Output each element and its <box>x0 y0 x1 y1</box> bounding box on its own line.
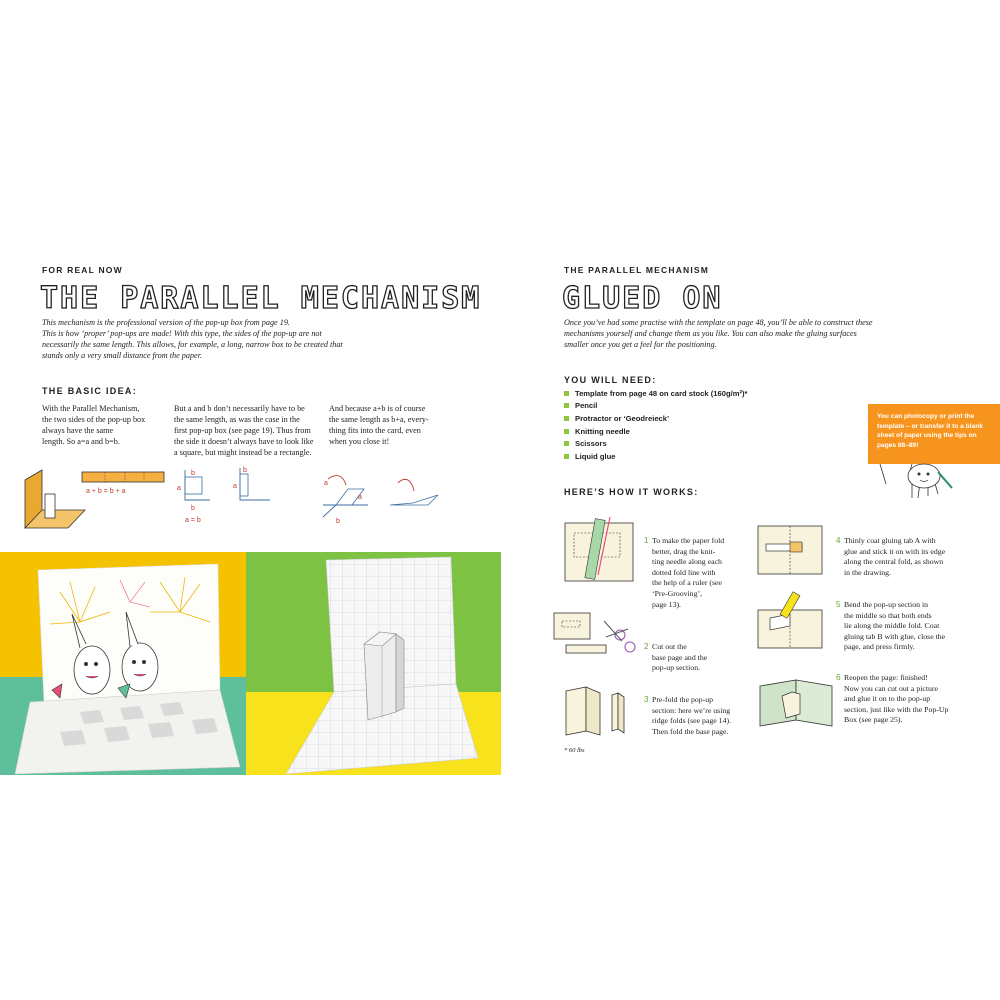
how-it-works-heading: HERE’S HOW IT WORKS: <box>564 487 699 497</box>
svg-text:b: b <box>191 470 195 477</box>
svg-text:b: b <box>191 505 195 512</box>
footnote: * 60 lbs <box>564 747 585 754</box>
list-item: Pencil <box>564 400 824 413</box>
bullet-square-icon <box>564 429 569 434</box>
step-number: 1 <box>644 536 649 545</box>
left-page-title: THE PARALLEL MECHANISM <box>40 281 482 316</box>
step-2: 2 Cut out the base page and the pop-up section. <box>644 642 708 673</box>
photo-grid-popup <box>246 552 501 775</box>
diagram-square-rectangle <box>170 462 290 534</box>
basic-idea-col3: And because a+b is of course the same length as b+a, every- thing fits into the card, even when you close it! <box>329 404 429 446</box>
step5-illustration <box>752 590 832 652</box>
bullet-square-icon <box>564 441 569 446</box>
diagram-popup-strip <box>20 460 165 530</box>
list-item: Protractor or ‘Geodreieck’ <box>564 412 824 425</box>
step-number: 2 <box>644 642 649 651</box>
diagram-fold-closing <box>318 465 448 525</box>
bullet-square-icon <box>564 391 569 396</box>
basic-idea-col2: But a and b don’t necessarily have to be the same length, as was the case in the first pop-up box (see page 19). Thus from the side it doesn’t always have to look like a square, but might instead be a rectangle. <box>174 404 314 457</box>
svg-text:a: a <box>233 483 237 490</box>
bullet-square-icon <box>564 416 569 421</box>
step-3: 3 Pre-fold the pop-up section: here we’re using ridge folds (see page 14). Then fold the base page. <box>644 695 732 736</box>
step1-illustration <box>560 515 642 585</box>
list-item: Knitting needle <box>564 425 824 438</box>
right-kicker: THE PARALLEL MECHANISM <box>564 265 710 275</box>
svg-text:a: a <box>358 494 362 501</box>
svg-text:a: a <box>177 485 181 492</box>
tip-callout: You can photocopy or print the template – or transfer it to a blank sheet of paper using the tips on pages 88–89! <box>868 404 1000 464</box>
bullet-square-icon <box>564 454 569 459</box>
step-number: 6 <box>836 673 841 682</box>
step-5: 5 Bend the pop-up section in the middle so that both ends lie along the middle fold. Coat gluing tab B with glue, close the page, and press firmly. <box>836 600 946 652</box>
hand-character-illustration <box>872 462 972 502</box>
you-will-need-heading: YOU WILL NEED: <box>564 375 657 385</box>
materials-list <box>564 387 824 463</box>
list-item: Template from page 48 on card stock (160g/m²)* <box>564 387 824 400</box>
bullet-square-icon <box>564 403 569 408</box>
svg-text:a: a <box>324 480 328 487</box>
left-kicker: FOR REAL NOW <box>42 265 123 275</box>
svg-text:b: b <box>243 467 247 474</box>
right-page-title: GLUED ON <box>562 281 723 316</box>
step4-illustration <box>752 522 832 578</box>
step-1: 1 To make the paper fold better, drag the knit- ting needle along each dotted fold line with the help of a ruler (see ‘Pre-Grooving’, page 13). <box>644 536 725 609</box>
step3-illustration <box>560 685 640 740</box>
basic-idea-col1: With the Parallel Mechanism, the two sides of the pop-up box always have the same length. So a=a and b=b. <box>42 404 146 446</box>
photo-fireworks-popup <box>0 552 246 775</box>
strip-label: a + b = b + a <box>86 488 126 495</box>
step-6: 6 Reopen the page: finished! Now you can cut out a picture and glue it on to the pop-up section, just like with the Pop-Up Box (see page 25). <box>836 673 949 725</box>
step-number: 5 <box>836 600 841 609</box>
svg-text:a = b: a = b <box>185 517 201 524</box>
step6-illustration <box>756 672 836 728</box>
right-intro: Once you’ve had some practise with the template on page 48, you’ll be able to construct these mechanisms yourself and change them as you like. You can also make the gluing surfaces smaller once you get a feel for the positioning. <box>564 318 873 349</box>
svg-text:b: b <box>336 518 340 525</box>
list-item: Scissors <box>564 437 824 450</box>
basic-idea-heading: THE BASIC IDEA: <box>42 386 138 396</box>
step-number: 3 <box>644 695 649 704</box>
list-item: Liquid glue <box>564 450 824 463</box>
left-intro: This mechanism is the professional version of the pop-up box from page 19. This is how ‘proper’ pop-ups are made! With this type, the sides of the pop-up are not necessarily the same length. This allows, for example, a long, narrow box to be created that stands only a very small distance from the paper. <box>42 318 343 360</box>
step2-illustration <box>548 607 640 659</box>
step-number: 4 <box>836 536 841 545</box>
step-4: 4 Thinly coat gluing tab A with glue and stick it on with its edge along the central fold, as shown in the drawing. <box>836 536 946 577</box>
